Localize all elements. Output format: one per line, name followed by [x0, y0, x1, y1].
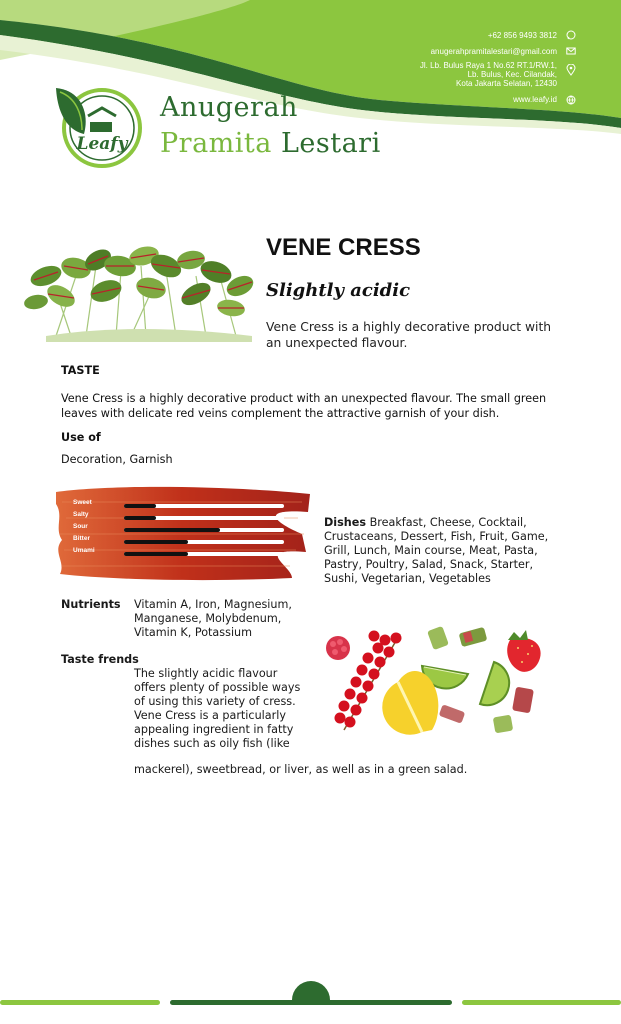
company-name-line-1: Anugerah — [160, 92, 298, 123]
taste-friends-text: The slightly acidic flavour offers plenty of possible ways of using this variety of cress. Vene Cress is a particularly appealing ingredient in fatty dishes such as oily fish (like — [134, 667, 301, 750]
taste-profile-chart — [52, 482, 314, 582]
taste-heading: TASTE — [61, 364, 100, 377]
header-address-line-2: Lb. Bulus, Kec. Cilandak, — [467, 70, 557, 79]
dishes-label: Dishes — [324, 516, 366, 529]
taste-bar-level-sour — [124, 528, 220, 532]
header-email[interactable]: anugerahpramitalestari@gmail.com — [430, 47, 557, 56]
leafy-logo — [50, 82, 145, 170]
taste-label-bitter: Bitter — [73, 535, 90, 542]
use-of-heading: Use of — [61, 431, 101, 444]
company-name-word-pramita: Pramita — [160, 128, 272, 159]
taste-label-salty: Salty — [73, 511, 89, 518]
taste-bar-level-umami — [124, 552, 188, 556]
mail-icon — [566, 46, 576, 56]
nutrients-label: Nutrients — [61, 598, 121, 611]
use-of-text: Decoration, Garnish — [61, 453, 173, 466]
taste-description: Vene Cress is a highly decorative product with an unexpected flavour. The small green leaves with delicate red veins complement the attractive garnish of your dish. — [61, 392, 547, 420]
location-pin-icon — [566, 64, 576, 74]
dishes-block — [324, 516, 564, 586]
taste-bar-level-salty — [124, 516, 156, 520]
company-name-line-2 — [160, 128, 381, 159]
taste-friends-label: Taste frends — [61, 653, 139, 666]
globe-icon — [566, 95, 576, 105]
header-address-line-3: Kota Jakarta Selatan, 12430 — [456, 79, 557, 88]
taste-bar-level-sweet — [124, 504, 156, 508]
logo-wordmark: Leafy — [76, 134, 128, 154]
taste-label-sweet: Sweet — [73, 499, 92, 506]
taste-friends-photo — [318, 620, 554, 746]
taste-bar-level-bitter — [124, 540, 188, 544]
header-phone[interactable]: +62 856 9493 3812 — [487, 31, 557, 40]
taste-label-umami: Umami — [73, 547, 95, 554]
product-title: VENE CRESS — [266, 234, 421, 261]
header-address-line-1: Jl. Lb. Bulus Raya 1 No.62 RT.1/RW.1, — [419, 61, 557, 70]
nutrients-list: Vitamin A, Iron, Magnesium, Manganese, Molybdenum, Vitamin K, Potassium — [134, 598, 292, 639]
whatsapp-icon — [566, 30, 576, 40]
header-website[interactable]: www.leafy.id — [513, 95, 557, 104]
taste-label-sour: Sour — [73, 523, 88, 530]
vene-cress-photo — [16, 236, 258, 342]
dishes-list: Breakfast, Cheese, Cocktail, Crustaceans, Dessert, Fish, Fruit, Game, Grill, Lunch, Main course, Meat, Pasta, Pastry, Poultry, Salad, Snack, Starter, Sushi, Vegetarian, Vegetables — [324, 516, 549, 585]
company-name-word-lestari: Lestari — [280, 128, 381, 159]
footer-decoration — [0, 980, 621, 1024]
product-subtitle: Slightly acidic — [266, 280, 411, 301]
taste-friends-text-continued: mackerel), sweetbread, or liver, as well as in a green salad. — [134, 763, 468, 776]
product-intro: Vene Cress is a highly decorative product with an unexpected flavour. — [266, 320, 552, 350]
